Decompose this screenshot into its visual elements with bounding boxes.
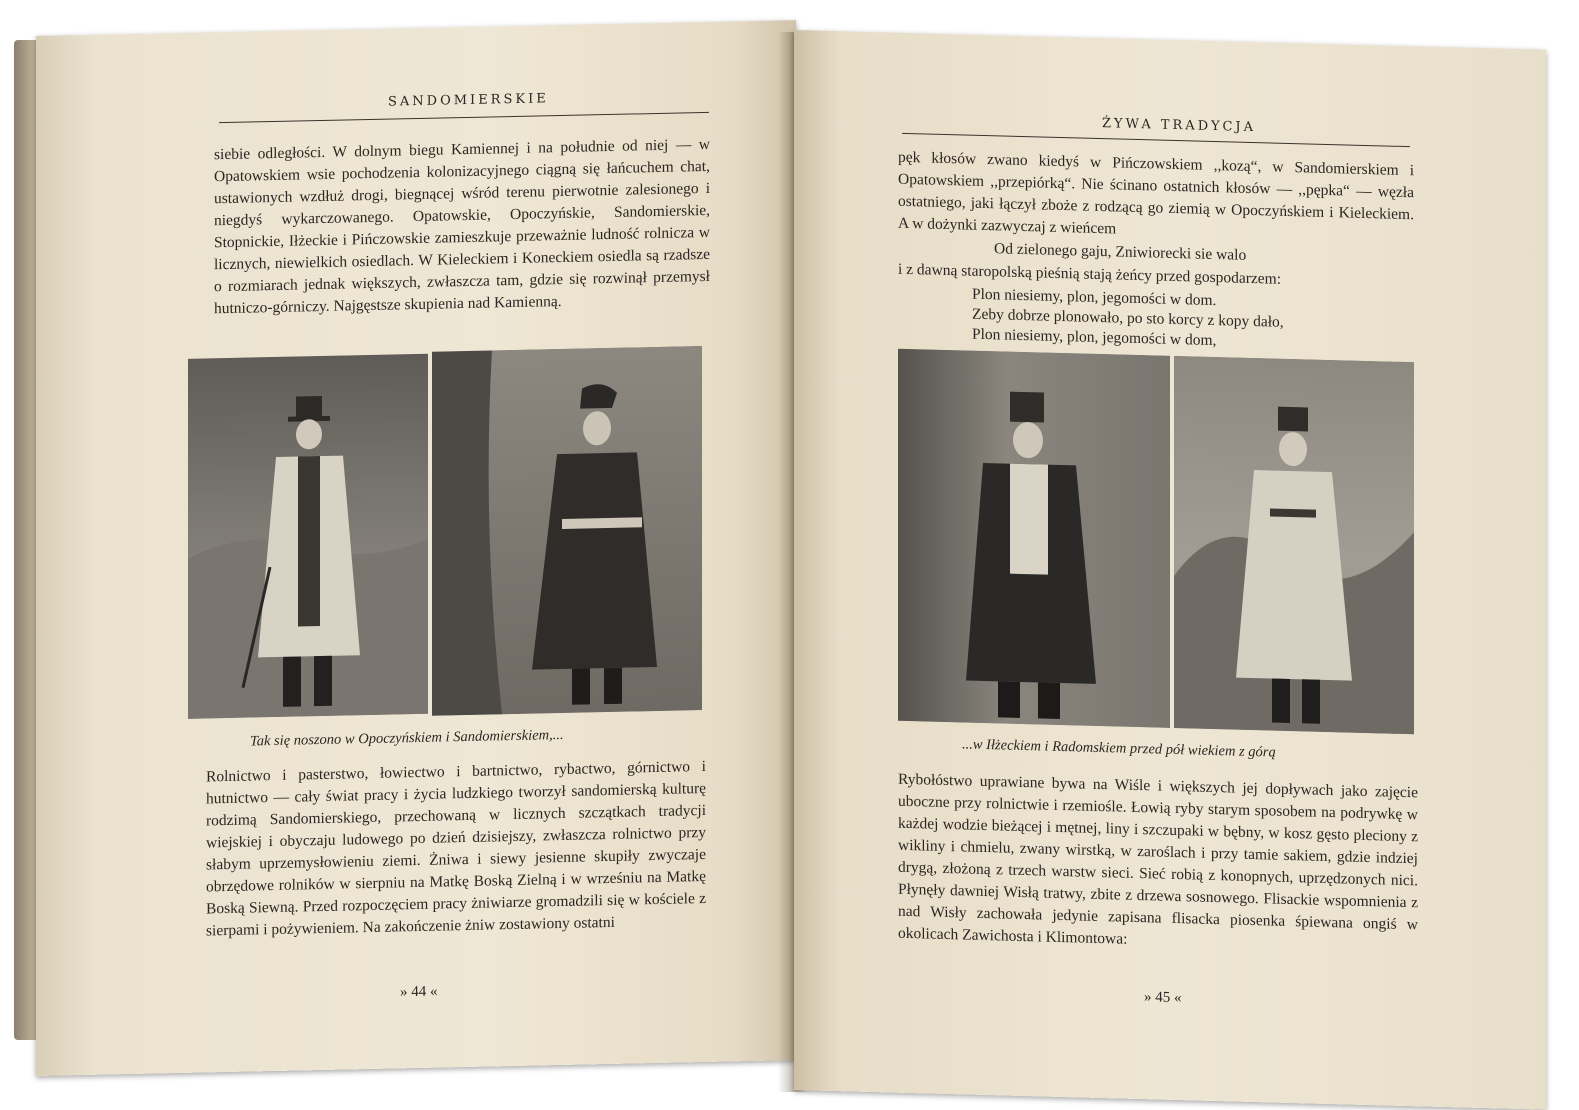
right-page-number: » 45 «	[1144, 989, 1182, 1007]
photo-opoczno-man-image	[188, 354, 428, 719]
right-paragraph-bottom-text: Rybołóstwo uprawiane bywa na Wiśle i większych jej dopływach jako zajęcie uboczne przy rolnictwie i rzemiośle. Łowią ryby starym sposobem na podrywkę w każdej wodzie bieżącej i mętnej, liny i szczupaki w bębny, w kosz gęsto pleciony z wikliny i chmielu, zwany wirstką, w zaroślach i przy tamie sakiem, gdzie indziej drygą, złożoną z trzech warstw sieci. Sieć robią z konopnych, uprzędzonych nici. Płynęły dawniej Wisłą tratwy, zbite z drzewa sosnowego. Flisackie wspomnienia z nad Wisły zachowała jedynie zapisana flisacka piosenka śpiewana ongiś w okolicach Zawichosta i Klimontowa:	[898, 770, 1418, 948]
right-running-header: ŻYWA TRADYCJA	[1102, 116, 1257, 136]
right-header-rule	[902, 133, 1410, 147]
right-verse-intro-line: Od zielonego gaju, Zniwiorecki sie walo	[994, 240, 1247, 264]
open-book	[8, 22, 1568, 1102]
left-photo-caption: Tak się noszono w Opoczyńskiem i Sandomierskiem,...	[250, 726, 564, 750]
left-paragraph-top-text: siebie odległości. W dolnym biegu Kamiennej i na południe od niej — w Opatowskiem wsie pochodzenia kolonizacyjnego ciągną się łańcuchem chat, ustawionych wzdłuż drogi, biegnącej wśród terenu pierwotnie zalesionego i niegdyś wykarczowanego. Opatowskie, Opoczyńskie, Sandomierskie, Stopnickie, Iłżeckie i Pińczowskie zamieszkuje przeważnie ludność rolnicza w licznych, niewielkich osiedlach. W Kieleckiem i Koneckiem osiedla są rzadsze o rozmiarach jednak większych, zwłaszcza tam, gdzie się rozwinął przemysł hutniczo-górniczy. Najgęstsze skupienia nad Kamienną.	[214, 135, 710, 318]
photo-ilza-man-image	[898, 349, 1170, 728]
right-paragraph-top	[898, 147, 1414, 249]
left-header-rule	[219, 112, 709, 123]
left-paragraph-bottom-text: Rolnictwo i pasterstwo, łowiectwo i bartnictwo, rybactwo, górnictwo i hutnictwo — cały świat pracy i życia ludzkiego tworzył sandomierską kulturę rodzimą Sandomierskiego, przechowaną w licznych szczątkach tradycji wiejskiej i obyczaju ludowego po dzień dzisiejszy, zwłaszcza rolnictwo przy słabym uprzemysłowieniu ziemi. Żniwa i siewy jesienne skupiły zwyczaje obrzędowe rolników w sierpniu na Matkę Boską Zielną i w wrześniu na Matkę Boską Siewną. Przed rozpoczęciem pracy żniwiarze gromadzili się w kościele z sierpami i pożywieniem. Na zakończenie żniw zostawiony ostatni	[206, 757, 706, 940]
verse-line: Zeby dobrze plonowało, po sto korcy z kopy dało,	[972, 305, 1284, 331]
left-paragraph-bottom	[206, 756, 706, 942]
verse-line: Plon niesiemy, plon, jegomości w dom,	[972, 325, 1217, 350]
photo-sandomierz-man	[432, 346, 702, 716]
photo-radom-man	[1174, 356, 1414, 734]
right-photo-caption: ...w Iłżeckiem i Radomskiem przed pół wiekiem z górą	[962, 736, 1276, 761]
right-paragraph-mid-text: i z dawną staropolską pieśnią stają żeńcy przed gospodarzem:	[898, 260, 1282, 288]
right-paragraph-bottom	[898, 769, 1418, 959]
left-paragraph-top	[214, 134, 710, 320]
photo-ilza-man	[898, 349, 1170, 728]
photo-radom-man-image	[1174, 356, 1414, 734]
right-paragraph-top-text: pęk kłosów zwano kiedyś w Pińczowskiem ,,kozą“, w Sandomierskiem i Opatowskiem ,,przepiórką“. Nie ścinano ostatnich kłosów — ,,pępka“ — węzła ostatniego, jaki łączył zboże z rodzącą go ziemią w Opoczyńskiem i Kieleckiem. A w dożynki zazwyczaj z wieńcem	[898, 148, 1414, 238]
left-page	[36, 20, 796, 1076]
right-harvest-verse	[972, 285, 1284, 353]
left-running-header: SANDOMIERSKIE	[388, 91, 549, 110]
left-page-number: » 44 «	[400, 983, 438, 1001]
verse-line: Plon niesiemy, plon, jegomości w dom.	[972, 285, 1217, 310]
right-page	[794, 30, 1546, 1110]
photo-sandomierz-man-image	[432, 346, 702, 716]
photo-opoczno-man	[188, 354, 428, 719]
